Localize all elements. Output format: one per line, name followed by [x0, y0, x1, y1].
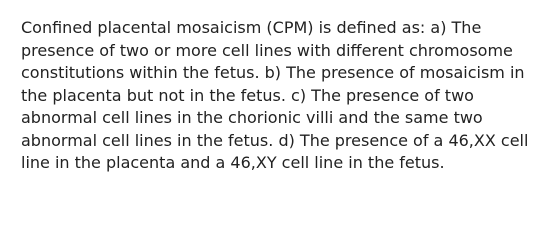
question-text: Confined placental mosaicism (CPM) is defined as: a) The presence of two or more cell lines with different chromosome constitutions within the fetus. b) The presence of mosaicism in the placenta but not in the fetus. c) The presence of two abnormal cell lines in the chorionic villi and the same two abnormal cell lines in the fetus. d) The presence of a 46,XX cell line in the placenta and a 46,XY cell line in the fetus.: [21, 18, 529, 172]
